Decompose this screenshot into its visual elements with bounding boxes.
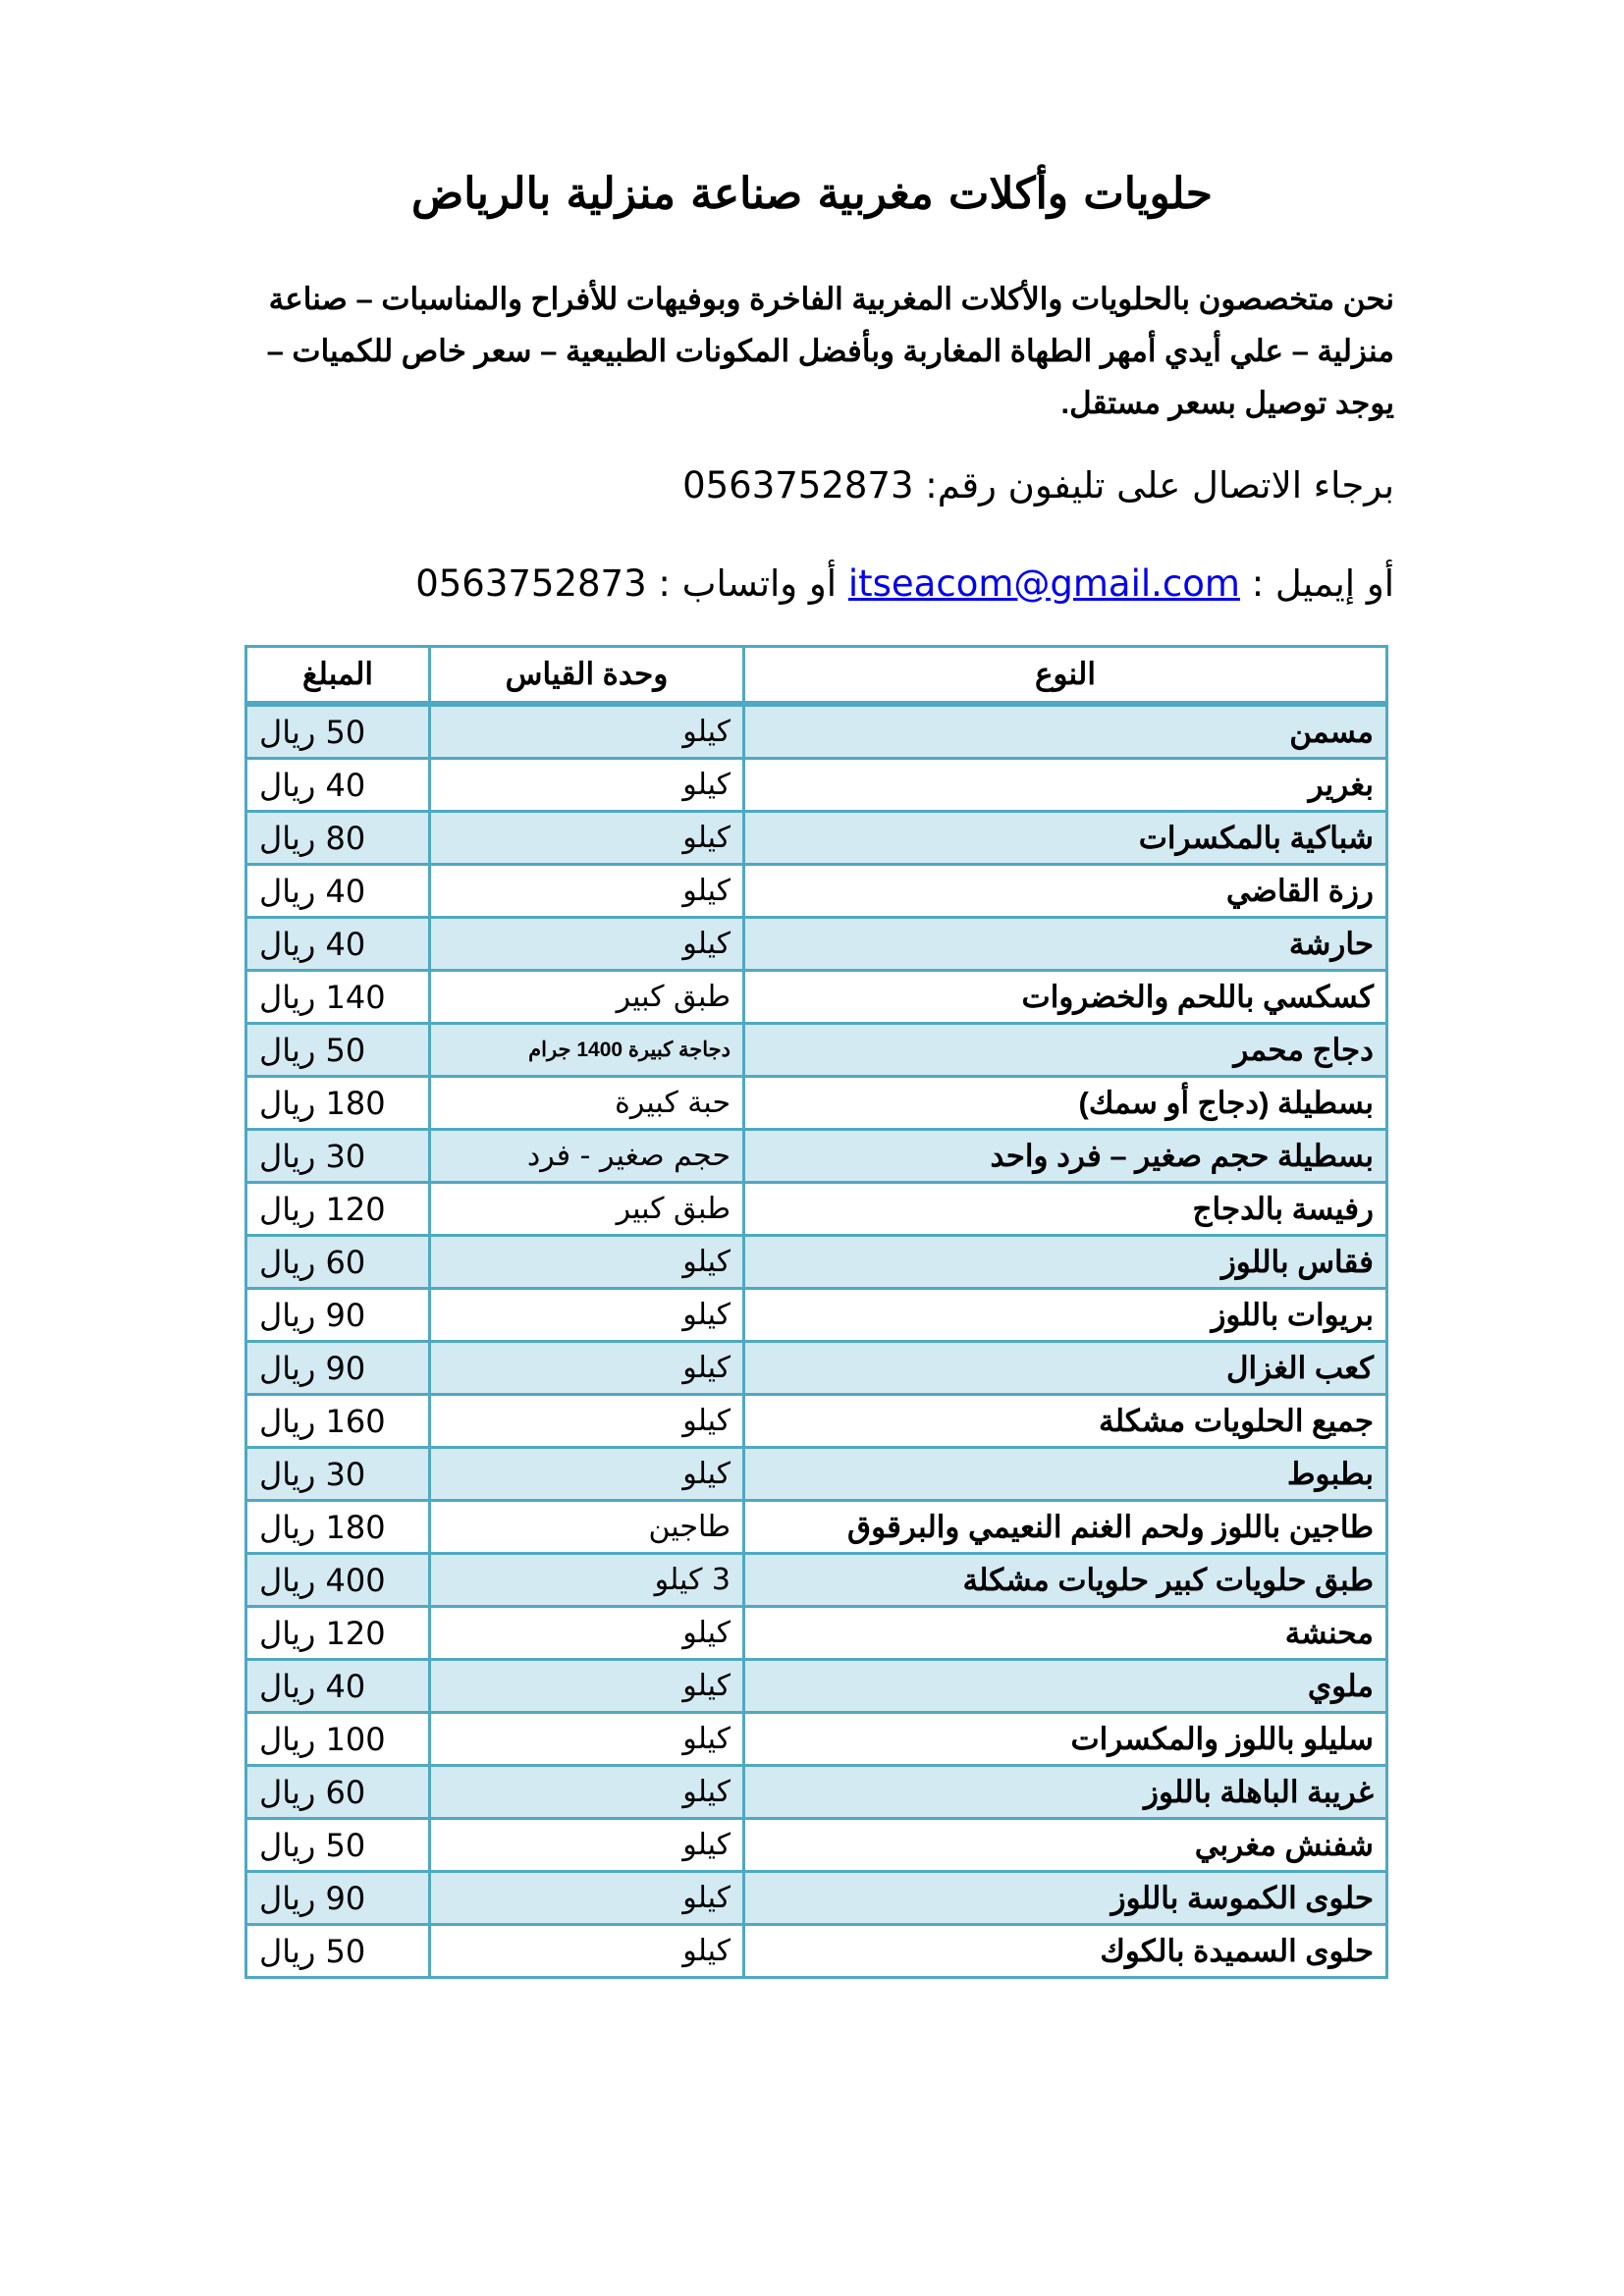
item-name: شباكية بالمكسرات [744, 812, 1387, 865]
table-row [246, 1077, 1387, 1130]
item-unit: دجاجة كبيرة 1400 جرام [430, 1024, 744, 1077]
item-name: كسكسي باللحم والخضروات [744, 971, 1387, 1024]
item-unit: 3 كيلو [430, 1554, 744, 1607]
item-name: بغرير [744, 759, 1387, 812]
item-price: 180 ريال [246, 1501, 430, 1554]
phone-label: برجاء الاتصال على تليفون رقم: [913, 464, 1394, 507]
table-row [246, 1766, 1387, 1819]
item-unit: كيلو [430, 1395, 744, 1448]
table-row [246, 759, 1387, 812]
table-row [246, 1713, 1387, 1766]
item-unit: كيلو [430, 1872, 744, 1925]
item-name: حلوى الكموسة باللوز [744, 1872, 1387, 1925]
item-unit: كيلو [430, 759, 744, 812]
item-price: 50 ريال [246, 704, 430, 759]
table-row [246, 1130, 1387, 1183]
item-price: 140 ريال [246, 971, 430, 1024]
header-name: النوع [744, 647, 1387, 705]
item-price: 50 ريال [246, 1024, 430, 1077]
item-price: 120 ريال [246, 1607, 430, 1660]
table-row [246, 1236, 1387, 1289]
item-price: 400 ريال [246, 1554, 430, 1607]
email-label: أو إيميل : [1239, 562, 1394, 605]
email-link[interactable]: itseacom@gmail.com [847, 562, 1240, 605]
item-price: 80 ريال [246, 812, 430, 865]
table-row [246, 1607, 1387, 1660]
item-unit: كيلو [430, 918, 744, 971]
item-name: محنشة [744, 1607, 1387, 1660]
table-row [246, 1289, 1387, 1342]
item-unit: طاجين [430, 1501, 744, 1554]
item-price: 60 ريال [246, 1766, 430, 1819]
table-row [246, 1554, 1387, 1607]
item-name: شفنش مغربي [744, 1819, 1387, 1872]
header-price: المبلغ [246, 647, 430, 705]
item-price: 90 ريال [246, 1342, 430, 1395]
item-price: 40 ريال [246, 759, 430, 812]
item-unit: كيلو [430, 1925, 744, 1978]
item-name: ملوي [744, 1660, 1387, 1713]
table-row [246, 1395, 1387, 1448]
item-price: 180 ريال [246, 1077, 430, 1130]
item-price: 160 ريال [246, 1395, 430, 1448]
item-name: طاجين باللوز ولحم الغنم النعيمي والبرقوق [744, 1501, 1387, 1554]
item-name: بطبوط [744, 1448, 1387, 1501]
table-row [246, 865, 1387, 918]
item-unit: كيلو [430, 1607, 744, 1660]
whatsapp-number: 0563752873 [415, 562, 647, 605]
item-price: 40 ريال [246, 1660, 430, 1713]
item-name: رزة القاضي [744, 865, 1387, 918]
item-name: غريبة الباهلة باللوز [744, 1766, 1387, 1819]
table-row [246, 1448, 1387, 1501]
phone-number: 0563752873 [682, 464, 914, 507]
item-unit: كيلو [430, 1289, 744, 1342]
item-price: 30 ريال [246, 1448, 430, 1501]
whatsapp-label: أو واتساب : [646, 562, 838, 605]
item-unit: حبة كبيرة [430, 1077, 744, 1130]
item-name: مسمن [744, 704, 1387, 759]
table-row [246, 812, 1387, 865]
item-name: فقاس باللوز [744, 1236, 1387, 1289]
table-body [246, 704, 1387, 1978]
item-unit: كيلو [430, 1660, 744, 1713]
item-unit: كيلو [430, 812, 744, 865]
item-name: بسطيلة حجم صغير – فرد واحد [744, 1130, 1387, 1183]
item-price: 40 ريال [246, 865, 430, 918]
item-unit: طبق كبير [430, 971, 744, 1024]
item-price: 30 ريال [246, 1130, 430, 1183]
item-unit: كيلو [430, 1448, 744, 1501]
table-row [246, 1925, 1387, 1978]
page-title: حلويات وأكلات مغربية صناعة منزلية بالرياض [411, 169, 1213, 219]
item-price: 90 ريال [246, 1289, 430, 1342]
intro-paragraph: نحن متخصصون بالحلويات والأكلات المغربية الفاخرة وبوفيهات للأفراح والمناسبات – صناعة منزلية – علي أيدي أمهر الطهاة المغاربة وبأفضل المكونات الطبيعية – سعر خاص للكميات – يوجد توصيل بسعر مستقل. [266, 282, 1394, 420]
item-unit: كيلو [430, 704, 744, 759]
item-price: 60 ريال [246, 1236, 430, 1289]
email-whatsapp-line [334, 560, 1394, 609]
table-row [246, 971, 1387, 1024]
item-price: 40 ريال [246, 918, 430, 971]
item-unit: كيلو [430, 1236, 744, 1289]
header-unit: وحدة القياس [430, 647, 744, 705]
table-row [246, 918, 1387, 971]
item-unit: كيلو [430, 1766, 744, 1819]
item-name: طبق حلويات كبير حلويات مشكلة [744, 1554, 1387, 1607]
table-row [246, 1819, 1387, 1872]
table-row [246, 1501, 1387, 1554]
phone-line [334, 461, 1394, 510]
item-price: 50 ريال [246, 1819, 430, 1872]
item-unit: كيلو [430, 1819, 744, 1872]
table-row [246, 1660, 1387, 1713]
item-name: حارشة [744, 918, 1387, 971]
table-row [246, 704, 1387, 759]
item-name: كعب الغزال [744, 1342, 1387, 1395]
item-price: 100 ريال [246, 1713, 430, 1766]
table-header-row [246, 647, 1387, 705]
item-price: 50 ريال [246, 1925, 430, 1978]
table-row [246, 1342, 1387, 1395]
table-row [246, 1872, 1387, 1925]
item-name: رفيسة بالدجاج [744, 1183, 1387, 1236]
item-unit: كيلو [430, 865, 744, 918]
item-unit: طبق كبير [430, 1183, 744, 1236]
item-name: دجاج محمر [744, 1024, 1387, 1077]
item-name: بسطيلة (دجاج أو سمك) [744, 1077, 1387, 1130]
item-unit: حجم صغير - فرد [430, 1130, 744, 1183]
item-name: سليلو باللوز والمكسرات [744, 1713, 1387, 1766]
table-row [246, 1024, 1387, 1077]
price-table [244, 645, 1388, 1979]
item-unit: كيلو [430, 1342, 744, 1395]
item-price: 90 ريال [246, 1872, 430, 1925]
table-row [246, 1183, 1387, 1236]
item-price: 120 ريال [246, 1183, 430, 1236]
item-name: جميع الحلويات مشكلة [744, 1395, 1387, 1448]
item-unit: كيلو [430, 1713, 744, 1766]
item-name: بريوات باللوز [744, 1289, 1387, 1342]
item-name: حلوى السميدة بالكوك [744, 1925, 1387, 1978]
